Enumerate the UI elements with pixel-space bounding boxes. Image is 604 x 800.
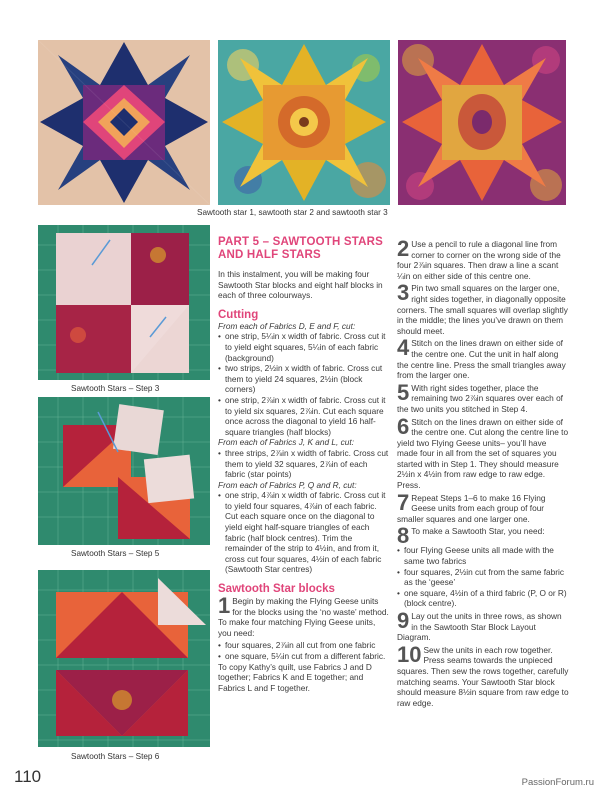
top-caption: Sawtooth star 1, sawtooth star 2 and sawtooth star 3: [197, 208, 388, 217]
step-text: Sew the units in each row together. Press seams towards the unpieced squares. Then sew the rows together, carefully matching seams. Your Sawtooth Star block should measure 8½in square from raw edge to raw edge.: [397, 644, 569, 708]
step8-list: [397, 545, 569, 609]
step-number: 8: [397, 523, 410, 549]
list-item: • one square, 4½in of a third fabric (P, O or R) (block centre).: [397, 588, 569, 609]
cutting-group3-label: From each of Fabrics P, Q and R, cut:: [218, 479, 357, 490]
intro-text: In this instalment, you will be making four Sawtooth Star blocks and eight half blocks in each of three colourways.: [218, 269, 383, 301]
caption-step6: Sawtooth Stars – Step 6: [71, 752, 160, 761]
step-text: Lay out the units in three rows, as shown in the Sawtooth Star Block Layout Diagram.: [397, 611, 562, 643]
list-item: • one strip, 2⅞in x width of fabric. Cross cut it to yield six squares, 2⅞in. Cut each square once across the diagonal to yield 16 half-square triangles (half blocks): [218, 395, 390, 437]
step-number: 5: [397, 379, 410, 405]
cutting-group2-list: [218, 448, 390, 480]
page-number: 110: [14, 767, 42, 786]
list-item: • four squares, 2⅞in all cut from one fabric: [218, 640, 390, 651]
step-text: Stitch on the lines drawn on either side of the centre one. Cut the unit in half along the centre line. Press the small triangles away from the larger one.: [397, 338, 566, 381]
middle-column: [218, 236, 390, 693]
step5-photo: [38, 397, 210, 545]
step-text: With right sides together, place the remaining two 2⅞in squares over each of the two units you stitched in Step 4.: [397, 382, 563, 414]
caption-step5: Sawtooth Stars – Step 5: [71, 549, 160, 558]
step1-list: [218, 640, 390, 661]
list-item: • four Flying Geese units all made with the same two fabrics: [397, 545, 569, 566]
cutting-group1-label: From each of Fabrics D, E and F, cut:: [218, 320, 356, 331]
step-3: [397, 280, 569, 336]
step-6: [397, 413, 569, 491]
step-text: Repeat Steps 1–6 to make 16 Flying Geese units from each group of four smaller squares and one larger one.: [397, 492, 546, 524]
step-number: 10: [397, 641, 422, 667]
step-7: [397, 489, 569, 525]
part-heading: PART 5 – SAWTOOTH STARS AND HALF STARS: [218, 236, 383, 261]
list-item: • one square, 5¼in cut from a different fabric.: [218, 651, 390, 662]
sawtooth-star-2-photo: [218, 40, 390, 205]
list-item: • two strips, 2½in x width of fabric. Cross cut them to yield 24 squares, 2½in (block corners): [218, 363, 390, 395]
cutting-heading: Cutting: [218, 308, 259, 321]
step-8: [397, 523, 569, 549]
list-item: • one strip, 4⅞in x width of fabric. Cross cut it to yield four squares, 4⅞in of each fabric. Cut each square once on the diagonal to yield eight half-square triangles of each fabric (half block centres). Trim the remainder of the strip to 4½in, and from it, cross cut four squares, 4½in of each fabric (Sawtooth Star centres): [218, 490, 390, 575]
step-2: [397, 236, 569, 281]
list-item: • three strips, 2⅞in x width of fabric. Cross cut them to yield 32 squares, 2⅞in of each fabric (star points): [218, 448, 390, 480]
list-item: • four squares, 2½in cut from the same fabric as the ‘geese’: [397, 567, 569, 588]
step-text: Pin two small squares on the larger one, right sides together, in diagonally opposite corners. The small squares will overlap slightly in the middle; the lines you’ve drawn on them should meet.: [397, 283, 568, 336]
caption-step3: Sawtooth Stars – Step 3: [71, 384, 160, 393]
cutting-group1-list: [218, 331, 390, 437]
blocks-heading: Sawtooth Star blocks: [218, 583, 335, 596]
step-5: [397, 379, 569, 415]
watermark-text: PassionForum.ru: [521, 777, 594, 788]
step-text: To make a Sawtooth Star, you need:: [411, 526, 545, 537]
list-item: • one strip, 5¼in x width of fabric. Cross cut it to yield eight squares, 5¼in of each fabric (background): [218, 331, 390, 363]
step3-photo: [38, 225, 210, 380]
step1-after: To copy Kathy’s quilt, use Fabrics J and D together; Fabrics K and E together; and Fabrics L and F together.: [218, 661, 372, 693]
step-number: 6: [397, 413, 410, 439]
sawtooth-star-3-photo: [398, 40, 566, 205]
sawtooth-star-1-photo: [38, 40, 210, 205]
cutting-group3-list: [218, 490, 390, 575]
step-text: Begin by making the Flying Geese units for the blocks using the ‘no waste’ method. To make four matching Flying Geese units, you need:: [218, 596, 389, 638]
step-number: 3: [397, 280, 410, 306]
cutting-group2-label: From each of Fabrics J, K and L, cut:: [218, 437, 355, 448]
step-number: 2: [397, 236, 410, 261]
step-10: [397, 641, 569, 709]
step-number: 1: [218, 593, 231, 619]
step-text: Stitch on the lines drawn on either side of the centre one. Cut along the centre line to yield two Flying Geese units– you’ll have made four in all from the set of squares you started with in Step 1. They should measure 2½in x 4½in from raw edge to raw edge. Press.: [397, 416, 569, 491]
step-1: [218, 593, 390, 638]
right-column: [397, 236, 569, 710]
step6-photo: [38, 570, 210, 747]
step-number: 7: [397, 489, 410, 515]
step-number: 4: [397, 335, 410, 361]
step-text: Use a pencil to rule a diagonal line from corner to corner on the wrong side of the four 2⅞in squares. Then draw a line a scant ¼in on either side of this centre one.: [397, 239, 561, 281]
step-9: [397, 608, 569, 643]
step-number: 9: [397, 608, 410, 633]
step-4: [397, 335, 569, 381]
